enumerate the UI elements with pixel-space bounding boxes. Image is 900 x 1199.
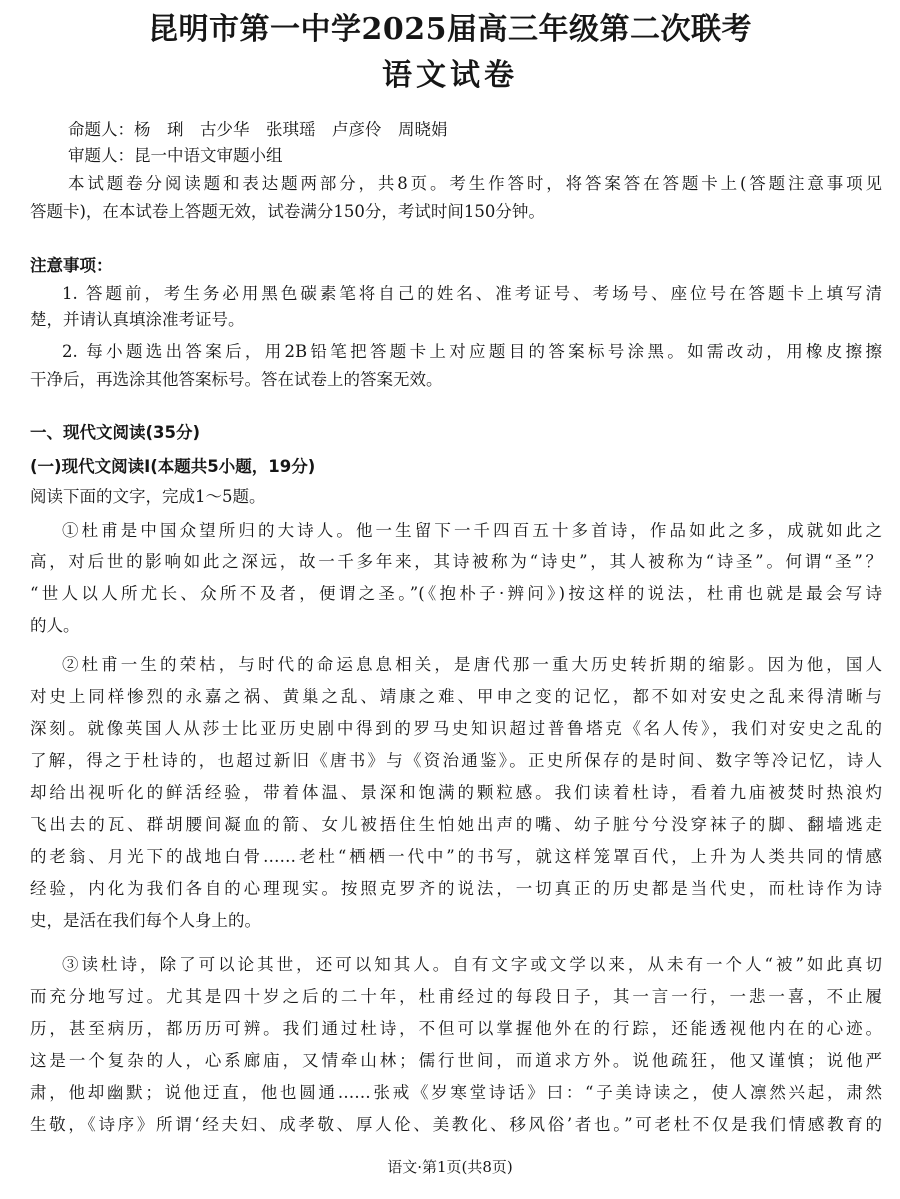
passage-line: 经验，内化为我们各自的心理现实。按照克罗齐的说法，一切真正的历史都是当代史，而杜诗作为诗 <box>30 879 882 898</box>
passage-line: 生敬，《诗序》所谓‘经夫妇、成孝敬、厚人伦、美教化、移风俗’者也。”可老杜不仅是我们情感教育的 <box>30 1115 882 1134</box>
intro-line: 答题卡)，在本试卷上答题无效，试卷满分150分，考试时间150分钟。 <box>30 202 545 221</box>
passage-line: “世人以人所尤长、众所不及者，便谓之圣。”(《抱朴子·辨问》)按这样的说法，杜甫也就是最会写诗 <box>30 584 882 603</box>
passage-line: 了解，得之于杜诗的，也超过新旧《唐书》与《资治通鉴》。正史所保存的是时间、数字等冷记忆，诗人 <box>30 751 882 770</box>
notes-line: 干净后，再选涂其他答案标号。答在试卷上的答案无效。 <box>30 370 443 389</box>
notes-line: 楚，并请认真填涂准考证号。 <box>30 310 245 329</box>
passage-line: 高，对后世的影响如此之深远，故一千多年来，其诗被称为“诗史”，其人被称为“诗圣”。何谓“圣”？ <box>30 552 882 571</box>
notes-line: 2. 每小题选出答案后，用2B铅笔把答题卡上对应题目的答案标号涂黑。如需改动，用橡皮擦擦 <box>62 342 882 361</box>
passage-line: 肃，他却幽默；说他迂直，他也圆通……张戒《岁寒堂诗话》曰：“子美诗读之，使人凛然兴起，肃然 <box>30 1083 882 1102</box>
section-subheading: (一)现代文阅读Ⅰ(本题共5小题，19分) <box>30 457 316 476</box>
notes-heading: 注意事项： <box>30 256 113 275</box>
passage-line: ②杜甫一生的荣枯，与时代的命运息息相关，是唐代那一重大历史转折期的缩影。因为他，国人 <box>62 655 882 674</box>
section-instruction: 阅读下面的文字，完成1～5题。 <box>30 487 266 506</box>
section-heading: 一、现代文阅读(35分) <box>30 423 201 442</box>
passage-line: 的人。 <box>30 616 80 635</box>
reviewers-line: 审题人：昆一中语文审题小组 <box>68 146 283 165</box>
passage-line: 却给出视听化的鲜活经验，带着体温、景深和饱满的颗粒感。我们读着杜诗，看着九庙被焚时热浪灼 <box>30 783 882 802</box>
passage-line: 对史上同样惨烈的永嘉之祸、黄巢之乱、靖康之难、甲申之变的记忆，都不如对安史之乱来得清晰与 <box>30 687 882 706</box>
passage-line: ①杜甫是中国众望所归的大诗人。他一生留下一千四百五十多首诗，作品如此之多，成就如此之 <box>62 521 882 540</box>
notes-line: 1. 答题前，考生务必用黑色碳素笔将自己的姓名、准考证号、考场号、座位号在答题卡上填写清 <box>62 284 882 303</box>
intro-line: 本试题卷分阅读题和表达题两部分，共8页。考生作答时，将答案答在答题卡上(答题注意事项见 <box>68 174 882 193</box>
passage-line: 而充分地写过。尤其是四十岁之后的二十年，杜甫经过的每段日子，其一言一行，一悲一喜，不止履 <box>30 987 882 1006</box>
passage-line: 历，甚至病历，都历历可辨。我们通过杜诗，不但可以掌握他外在的行踪，还能透视他内在的心迹。 <box>30 1019 882 1038</box>
exam-subtitle: 语文试卷 <box>382 58 518 93</box>
passage-line: 这是一个复杂的人，心系廊庙，又情牵山林；儒行世间，而道求方外。说他疏狂，他又谨慎；说他严 <box>30 1051 882 1070</box>
passage-line: ③读杜诗，除了可以论其世，还可以知其人。自有文字或文学以来，从未有一个人“被”如此真切 <box>62 955 882 974</box>
authors-line: 命题人：杨 琍 古少华 张琪瑶 卢彦伶 周晓娟 <box>68 120 448 139</box>
exam-title: 昆明市第一中学2025届高三年级第二次联考 <box>148 12 752 47</box>
passage-line: 深刻。就像英国人从莎士比亚历史剧中得到的罗马史知识超过普鲁塔克《名人传》，我们对安史之乱的 <box>30 719 882 738</box>
page-footer: 语文·第1页(共8页) <box>387 1158 513 1176</box>
passage-line: 飞出去的瓦、群胡腰间凝血的箭、女儿被捂住生怕她出声的嘴、幼子脏兮兮没穿袜子的脚、翻墙逃走 <box>30 815 882 834</box>
passage-line: 史，是活在我们每个人身上的。 <box>30 911 261 930</box>
passage-line: 的老翁、月光下的战地白骨……老杜“栖栖一代中”的书写，就这样笼罩百代，上升为人类共同的情感 <box>30 847 882 866</box>
